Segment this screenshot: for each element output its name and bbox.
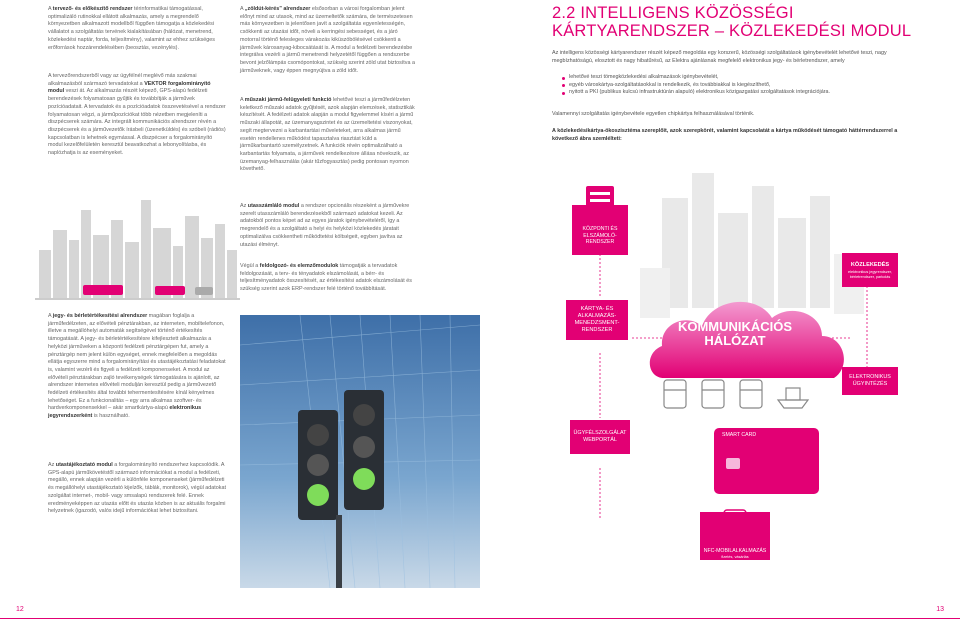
customer-portal-label: ÜGYFÉLSZOLGÁLAT WEBPORTÁL [573,430,627,443]
right-footer-line [480,618,960,619]
card-management-label: KÁRTYA- ÉS ALKALMAZÁS-MENEDZSMENT-RENDSZER [566,300,628,340]
city-background [662,173,830,308]
network-label: KOMMUNIKÁCIÓS HÁLÓZAT [677,319,793,348]
paragraph-analysis: Végül a feldolgozó- és elemzőmodulok támogatják a tervadatok feldolgozását, a terv- és tényadatok elszámolását, a bérr- és teljesítményadatok összesítését, az értékesítési adatok elszámolását és szükség szerint azok ERP-rendszer felé történő továbbítását. [240,263,412,293]
transport-label: KÖZLEKEDÉS [850,262,890,268]
list-item: nyitott a PKI (publikus kulcsú infrastruktúrán alapuló) elektronikus közigazgatási szolgáltatások integrációjára. [560,89,910,97]
left-footer-line [0,618,480,619]
paragraph-passenger-counting: Az utasszámláló modul a rendszer opcionális részeként a járművekre szerelt utasszámláló berendezésekből származó adatokat kezeli. Az adatokból pontos képet ad az egyes járatok igénybevételéről, így a megrendelő és a szolgáltató a helyi és helyközi közlekedés járatait optimalizálva csökkentheti működtetési költségeit, egyben javítva az utazási élményt. [240,203,410,248]
feature-list [560,74,910,97]
relations-text: A közlekedésikártya-ökoszisztéma szereplőit, azok szerepkörét, valamint kapcsolatát a kártya működését támogató háttérrendszerrel a következő ábra szemlélteti: [552,128,898,142]
city-skyline [35,180,240,300]
e-admin-label: ELEKTRONIKUS ÜGYINTÉZÉS [849,374,891,387]
paragraph-vektor: A tervezőrendszerből vagy az ügyfélnél meglévő más szakmai alkalmazásból származó tervadatokat a VEKTOR forgalomirányító modul veszi át. Az alkalmazás részét képező, GPS-alapú fedélzeti berendezések folyamatosan gyűjtik és továbbítják a járművek pozícióadatait. A tervadatok és a pozícióadatok összevetésével a rendszer folyamatosan végzi, a járműpozíciókat több nézetben megjeleníti a diszpécserek számára. Az integrált kommunikációs alrendszer révén a diszpécserek és a járművezetők írásbeli (üzenetküldés) és szóbeli (rádiós) kapcsolatban is lehetnek egymással. A diszpécser a forgalomirányító modul kezelőfelületén keresztül beavatkozhat a lebonyolításba, és naplózhatja is az eseményeket. [48,73,226,157]
paragraph-planning: A tervező- és előkészítő rendszer térinformatikai támogatással, optimalizáló rutinokkal ellátott alkalmazás, amely a megrendelő környezetben alkalmazott modellből függően támogatja a közlekedési vállalatot a szolgáltatás tervének kialakításában (hálózat, menetrend, közlekedési naptár, forda, teljesítmény), valamint az ehhez szükséges erőforrások hozzárendelésében (beosztás, vezénylés). [48,6,215,51]
paragraph-green-wave: A „zöldút-kérés” alrendszer elsősorban a városi forgalomban jelent előnyt mind az utasok, mind az üzemeltetők számára, de természetesen más környezetben is jelentősen javít a szolgáltatás egyenletességén, csökkenti az utazási időt, növeli a kerringési sebességet, és a járó motorral történő felesleges várakozás kiküszöbölésével csökkenti a járművek károsanyag-kibocsátását is. A modul a fedélzeti berendezésbe integrálva vezérli a jármű menetrendi helyzetétől függően a rendszerbe bevont jelzőlámpás csomópontokat, szükség szerint zöld utat biztosítva a járműveknek, vagy éppen megnyújtva a zöld időt. [240,6,415,74]
list-item: lehetővé teszi tömegközlekedési alkalmazások igénybevételét, [560,74,910,82]
section-title [552,4,911,40]
transport-sublabel: elektronikus jegyrendszer, bérletrendszer, parkolás [848,270,892,279]
smart-card-label: SMART CARD [722,432,757,438]
mobile-app-label: NFC-MOBILALKALMAZÁS [703,548,767,554]
traffic-light-photo [240,315,480,588]
central-system-label: KÖZPONTI ÉS ELSZÁMOLÓ-RENDSZER [582,226,618,245]
right-page-number: 13 [936,606,944,613]
title-line1: INTELLIGENS KÖZÖSSÉGI [580,4,794,22]
list-item: egyéb városkártya-szolgáltatásokkal is rendelkezik, és továbbiakkal is kiegészíthető, [560,82,910,90]
tram-icon [664,380,686,408]
left-page-number: 12 [16,606,24,613]
bus-icon [740,380,762,408]
realization-text: Valamennyi szolgáltatás igénybevétele egyetlen chipkártya felhasználásával történik. [552,111,755,117]
paragraph-vehicle-monitoring: A műszaki jármű-felügyeleti funkció lehetővé teszi a járműfedélzeten keletkező műszaki adatok gyűjtését, azok alapján elemzések, statisztikák készítését. A fedélzeti adatok alapján a modul figyelemmel kíséri a jármű műszaki állapotát, az üzemanyagszintet és az üzemeltetési viszonyokat, segít megtervezni a karbantartási műveleteket, arra alkalmas jármű esetén rendellenes működést tapasztalva riasztást küld a járműkarbantartó személyzetnek. A funkciók révén optimalizálható a karbantartás folyamata, a járművek rendelkezésre állása növekszik, az üzemanyag-felhasználás (akár tűzfogyasztás) pedig pontosan nyomon követhető. [240,97,415,173]
mobile-app-sublabel: fizetés, vásárlás [721,555,749,559]
paragraph-passenger-info: Az utastájékoztató modul a forgalomirányító rendszerhez kapcsolódik. A GPS-alapú járműkövetéstől származó információkat a modul a fedélzeti, megálló, ennek alapján vezérli a különféle komponenseket (járműfedélzeti és megállóhelyi utastájékoztató kijelzők, táblák, monitorok), végül adatokat szolgáltat internet-, mobil- vagy smsalapú rendszerek felé. Ennek eredményeképpen az utazás előtt és utazás közben is az aktuális forgalmi helyzetnek (igazodó, valós idejű információkat lehet biztosítani. [48,462,226,515]
ship-icon [778,388,808,408]
train-icon [702,380,724,408]
intro-text: Az intelligens közösségi kártyarendszer részét képező megoldás egy korszerű, közösségi szolgáltatások igénybevételét lehetővé teszi, nagy megbízhatóságú, elosztott és nagy hibatűrésű, az Elektra ajánlásnak megfelelő elektronikus jegy- és bérletrendszer, amely [552,50,887,64]
title-line2: KÁRTYARENDSZER – KÖZLEKEDÉSI MODUL [552,22,912,40]
paragraph-ticketing: A jegy- és bérletértékesítési alrendszer magában foglalja a járműfedélzeten, az elővételi pénztárakban, az interneten, mobiltelefonon, illetve a megállóhelyi automaták segítségével történő értékesítés támogatását. A jegy- és bérletértékesítésre kifejlesztett alkalmazás a helyközi járműveken a központi fedélzeti pénztárgépen fut, amely a pénztárgép nem jelent külön egységet, ennek megfelelően a megoldás ellátja egyszerre mind a forgalomirányítási és utastájékoztatási feladatokat is, valamint vezérli és figyeli a fedélzeti komponenseket. A modul az elővételi pénztárakban zajló tevékenységek támogatására is ajánlott, az alrendszer internetes elővételi modulján keresztül pedig a járművezető fedélzeti értékesítés által további tehermentesítésére kínál kényelmes lehetőséget. Ez a funkcionalitás – egy arra alkalmas szoftver- és hardverkomponensekkel – akár smartkártya-alapú elektronikus jegyrendszerként is használható. [48,313,226,420]
section-number: 2.2 [552,4,576,22]
